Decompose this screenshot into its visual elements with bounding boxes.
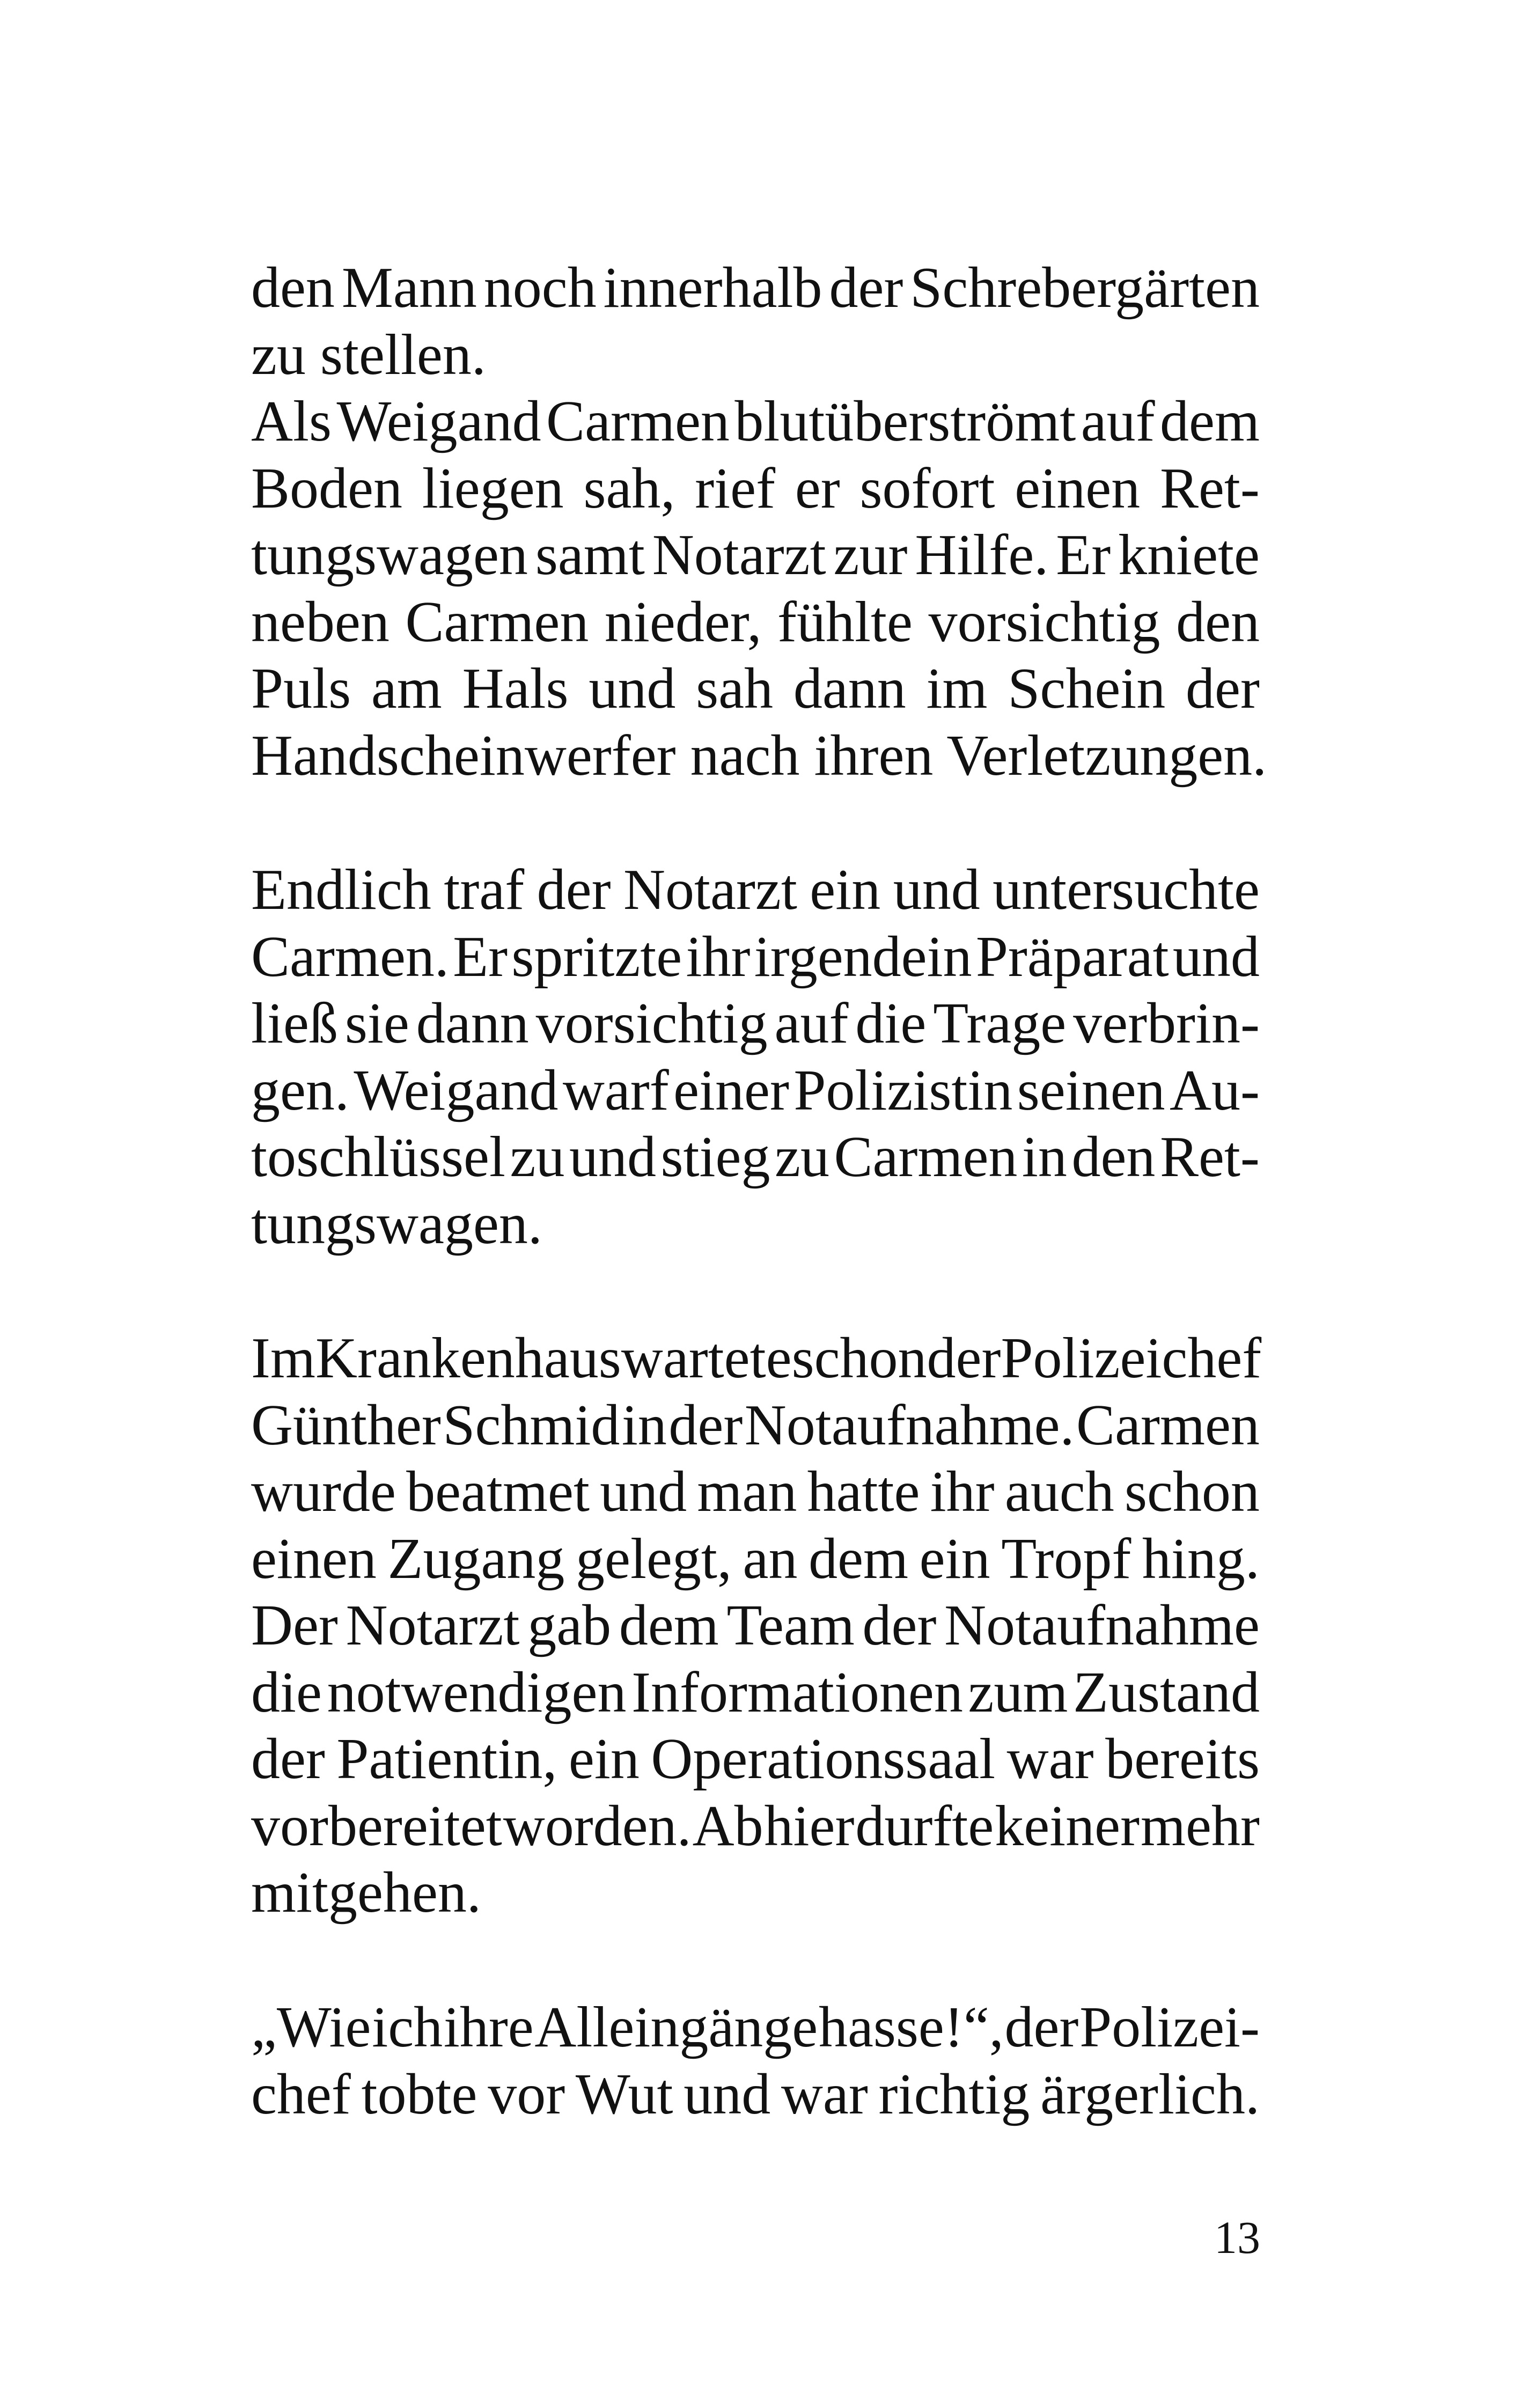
text-line: ließ sie dann vorsichtig auf die Trage verbrin- xyxy=(251,992,1260,1055)
text-line: gen. Weigand warf einer Polizistin seinen Au- xyxy=(251,1058,1260,1122)
text-line: Im Krankenhaus wartete schon der Polizeichef xyxy=(251,1326,1262,1390)
text-line: Carmen. Er spritzte ihr irgendein Präparat und xyxy=(251,924,1260,989)
text-line: mitgehen. xyxy=(251,1861,481,1925)
text-line: tungswagen samt Notarzt zur Hilfe. Er kniete xyxy=(251,523,1260,587)
text-line: Puls am Hals und sah dann im Schein der xyxy=(251,657,1260,721)
paragraph-4 xyxy=(251,1325,1260,1927)
text-line: Handscheinwerfer nach ihren Verletzungen. xyxy=(251,723,1267,788)
text-line: wurde beatmet und man hatte ihr auch schon xyxy=(251,1460,1260,1524)
paragraph-2 xyxy=(251,388,1267,789)
text-line: Als Weigand Carmen blutüberströmt auf dem xyxy=(251,390,1260,453)
text-line: Endlich traf der Notarzt ein und untersuchte xyxy=(251,858,1260,922)
text-line: die notwendigen Informationen zum Zustand xyxy=(251,1660,1260,1724)
text-line: toschlüssel zu und stieg zu Carmen in den Ret- xyxy=(251,1125,1260,1189)
page-number: 13 xyxy=(1214,2212,1260,2263)
text-line: der Patientin, ein Operationssaal war bereits xyxy=(251,1727,1260,1791)
paragraph-1 xyxy=(251,255,1260,388)
text-line: einen Zugang gelegt, an dem ein Tropf hing. xyxy=(251,1526,1260,1591)
text-line: zu stellen. xyxy=(251,322,486,387)
text-line: Günther Schmid in der Notaufnahme. Carmen xyxy=(251,1393,1260,1457)
text-line: chef tobte vor Wut und war richtig ärgerlich. xyxy=(251,2062,1260,2126)
text-line: neben Carmen nieder, fühlte vorsichtig den xyxy=(251,590,1260,654)
text-line: Boden liegen sah, rief er sofort einen Ret- xyxy=(251,456,1260,520)
text-line: tungswagen. xyxy=(251,1192,542,1256)
paragraph-5 xyxy=(251,1994,1260,2128)
text-line: den Mann noch innerhalb der Schrebergärten xyxy=(251,256,1260,320)
paragraph-3 xyxy=(251,857,1260,1258)
text-line: vorbereitet worden. Ab hier durfte keiner mehr xyxy=(251,1794,1260,1858)
text-line: Der Notarzt gab dem Team der Notaufnahme xyxy=(251,1594,1260,1657)
text-line: „Wie ich ihre Alleingänge hasse!“, der Polizei- xyxy=(251,1995,1260,2059)
